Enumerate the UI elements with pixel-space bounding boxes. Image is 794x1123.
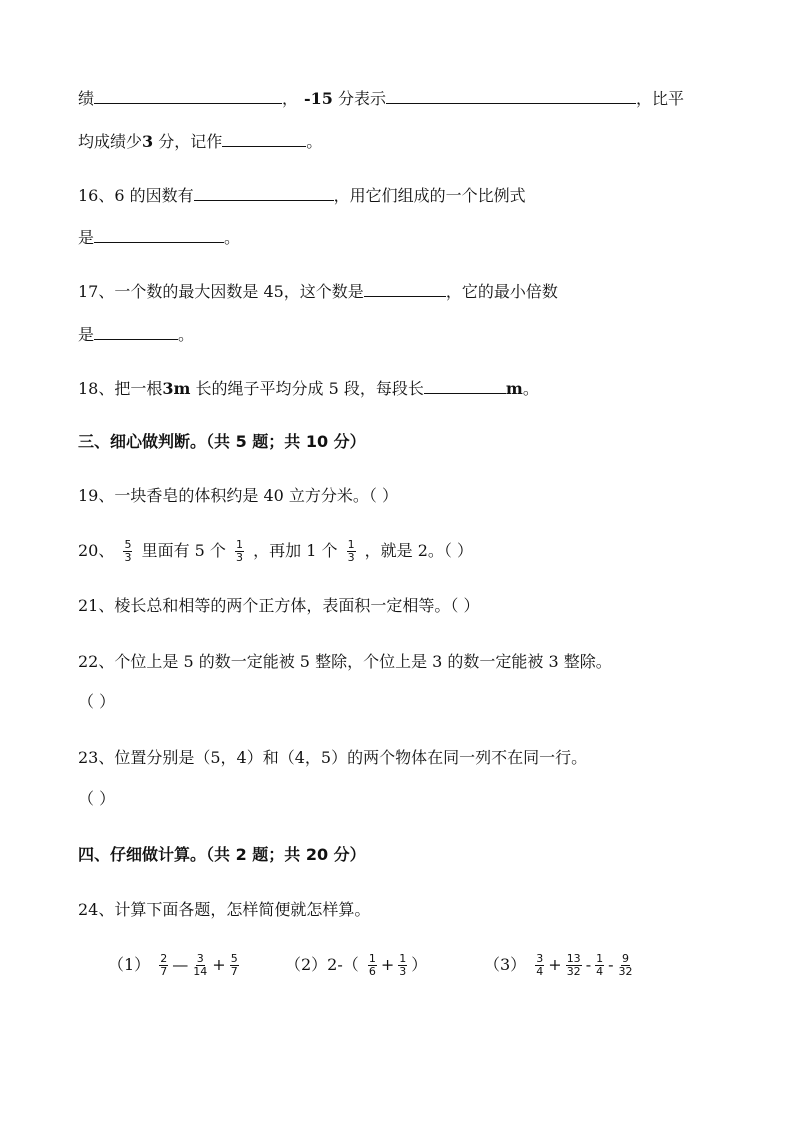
- fraction: $\frac{1}{3}$: [347, 538, 355, 564]
- question-19: 19、一块香皂的体积约是 40 立方分米。（ ）: [78, 486, 398, 505]
- text: m: [505, 379, 523, 398]
- answer-blank[interactable]: [364, 278, 446, 297]
- question-17-line2: [78, 321, 194, 347]
- text: 16、6 的因数有: [78, 186, 194, 205]
- text: 绩: [78, 89, 95, 108]
- answer-blank[interactable]: [94, 321, 178, 340]
- text: 分，记作: [153, 132, 223, 151]
- fraction: $\frac{5}{7}$: [230, 952, 238, 978]
- fraction: $\frac{1}{3}$: [399, 952, 407, 978]
- text: ，比平: [636, 89, 685, 108]
- fraction: $\frac{1}{4}$: [596, 952, 604, 978]
- operator: +: [380, 955, 395, 974]
- question-16-line2: [78, 224, 240, 250]
- calc-1: [108, 950, 243, 980]
- fraction: $\frac{1}{6}$: [368, 952, 376, 978]
- text: ，它的最小倍数: [445, 282, 558, 301]
- text: 3m: [162, 379, 191, 398]
- fraction: $\frac{3}{4}$: [536, 952, 544, 978]
- question-23: 23、位置分别是（5，4）和（4，5）的两个物体在同一列不在同一行。: [78, 748, 588, 767]
- text: 。: [178, 325, 195, 344]
- operator: +: [212, 955, 226, 974]
- text: 均成绩少: [78, 132, 143, 151]
- text: 长的绳子平均分成 5 段，每段长: [190, 379, 424, 398]
- question-16: [78, 182, 526, 208]
- calc-2: [285, 950, 427, 980]
- answer-blank[interactable]: [424, 375, 506, 394]
- text: ，用它们组成的一个比例式: [333, 186, 526, 205]
- answer-blank[interactable]: [222, 128, 306, 147]
- fraction: $\frac{2}{7}$: [160, 952, 168, 978]
- text: 3: [142, 132, 154, 151]
- question-17: [78, 278, 558, 304]
- text: （3）: [484, 955, 527, 974]
- text: （1）: [108, 955, 151, 974]
- question-21: 21、棱长总和相等的两个正方体，表面积一定相等。（ ）: [78, 596, 480, 615]
- text: ，就是 2。（ ）: [364, 541, 474, 560]
- text: 17、一个数的最大因数是 45，这个数是: [78, 282, 364, 301]
- question-22: 22、个位上是 5 的数一定能被 5 整除，个位上是 3 的数一定能被 3 整除。: [78, 652, 612, 671]
- text: 20、: [78, 541, 115, 560]
- text: ，再加 1 个: [253, 541, 343, 560]
- calc-3: [484, 950, 638, 980]
- operator: -: [608, 955, 614, 974]
- operator: +: [548, 955, 562, 974]
- question-22-answer-paren[interactable]: （ ）: [78, 692, 116, 711]
- text: 。: [224, 228, 241, 247]
- answer-blank[interactable]: [94, 85, 282, 104]
- fraction: $\frac{3}{14}$: [193, 952, 208, 978]
- fraction: $\frac{9}{32}$: [618, 952, 633, 978]
- text: 。: [522, 379, 539, 398]
- section-4-heading: 四、仔细做计算。（共 2 题；共 20 分）: [78, 845, 366, 864]
- text: 是: [78, 228, 95, 247]
- answer-blank[interactable]: [194, 182, 334, 201]
- section-3-heading: 三、细心做判断。（共 5 题；共 10 分）: [78, 432, 366, 451]
- text: （2）2-（: [285, 955, 359, 974]
- answer-blank[interactable]: [386, 85, 636, 104]
- operator: —: [172, 955, 189, 974]
- q15-line2: [78, 128, 322, 154]
- fraction: $\frac{5}{3}$: [124, 538, 132, 564]
- text: ）: [411, 955, 428, 974]
- fraction: $\frac{13}{32}$: [566, 952, 581, 978]
- text: 分表示: [332, 89, 387, 108]
- question-24: 24、计算下面各题，怎样简便就怎样算。: [78, 900, 371, 919]
- question-23-answer-paren[interactable]: （ ）: [78, 789, 116, 808]
- q15-line1: [78, 85, 684, 111]
- fraction: $\frac{1}{3}$: [236, 538, 244, 564]
- text: 是: [78, 325, 95, 344]
- text: 。: [306, 132, 323, 151]
- answer-blank[interactable]: [94, 224, 224, 243]
- question-18: [78, 375, 539, 401]
- text: -15: [304, 89, 333, 108]
- operator: -: [585, 955, 592, 974]
- text: 18、把一根: [78, 379, 163, 398]
- text: 里面有 5 个: [141, 541, 232, 560]
- question-20: [78, 535, 473, 567]
- text: ，: [282, 89, 299, 108]
